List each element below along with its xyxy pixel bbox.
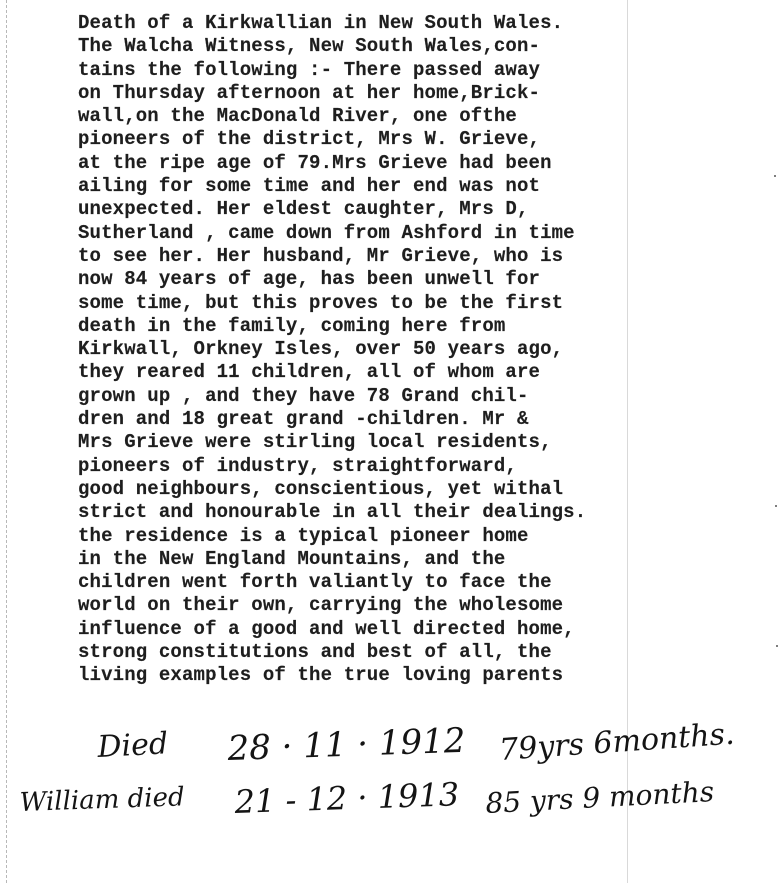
article-line: pioneers of industry, straightforward, xyxy=(78,454,517,477)
article-line: the residence is a typical pioneer home xyxy=(78,524,529,547)
article-line: dren and 18 great grand -children. Mr & xyxy=(78,408,529,431)
article-line: they reared 11 children, all of whom are xyxy=(78,361,541,384)
article-line: to see her. Her husband, Mr Grieve, who is xyxy=(78,244,564,267)
article-line: The Walcha Witness, New South Wales,con- xyxy=(78,35,541,58)
article-line: Mrs Grieve were stirling local residents, xyxy=(78,431,552,454)
article-line: death in the family, coming here from xyxy=(78,314,506,337)
article-line: strong constitutions and best of all, the xyxy=(78,641,552,664)
article-line: Sutherland , came down from Ashford in time xyxy=(78,221,575,244)
article-line: ailing for some time and her end was not xyxy=(78,175,541,198)
article-line: good neighbours, conscientious, yet withal xyxy=(78,477,564,500)
scan-speck xyxy=(776,645,778,647)
handwritten-row-mother xyxy=(96,717,736,769)
scan-speck xyxy=(775,505,777,507)
handwritten-died-label: Died xyxy=(96,726,169,765)
article-line: unexpected. Her eldest caughter, Mrs D, xyxy=(78,198,529,221)
article-line: in the New England Mountains, and the xyxy=(78,547,506,570)
article-line: strict and honourable in all their dealings. xyxy=(78,501,587,524)
article-line: influence of a good and well directed home, xyxy=(78,617,575,640)
handwritten-william-age: 85 yrs 9 months xyxy=(484,775,715,820)
handwritten-death-date: 28 · 11 · 1912 xyxy=(226,720,467,769)
handwritten-william-death-date: 21 - 12 · 1913 xyxy=(233,775,460,821)
article-line: living examples of the true loving parents xyxy=(78,664,564,687)
article-line: at the ripe age of 79.Mrs Grieve had been xyxy=(78,151,552,174)
article-line: world on their own, carrying the wholesome xyxy=(78,594,564,617)
article-line: some time, but this proves to be the first xyxy=(78,291,564,314)
handwritten-row-william xyxy=(19,775,715,821)
handwritten-william-died-label: William died xyxy=(19,782,186,818)
article-line: pioneers of the district, Mrs W. Grieve, xyxy=(78,128,541,151)
article-line: children went forth valiantly to face the xyxy=(78,571,552,594)
article-line: wall,on the MacDonald River, one ofthe xyxy=(78,105,517,128)
article-line: now 84 years of age, has been unwell for xyxy=(78,268,541,291)
scan-speck xyxy=(774,175,776,177)
article-line: grown up , and they have 78 Grand chil- xyxy=(78,384,529,407)
article-line: tains the following :- There passed away xyxy=(78,58,541,81)
handwritten-age: 79yrs 6months. xyxy=(498,716,736,768)
article-line: Death of a Kirkwallian in New South Wales. xyxy=(78,12,564,34)
article-line: on Thursday afternoon at her home,Brick- xyxy=(78,81,541,104)
article-line: Kirkwall, Orkney Isles, over 50 years ago, xyxy=(78,338,564,361)
